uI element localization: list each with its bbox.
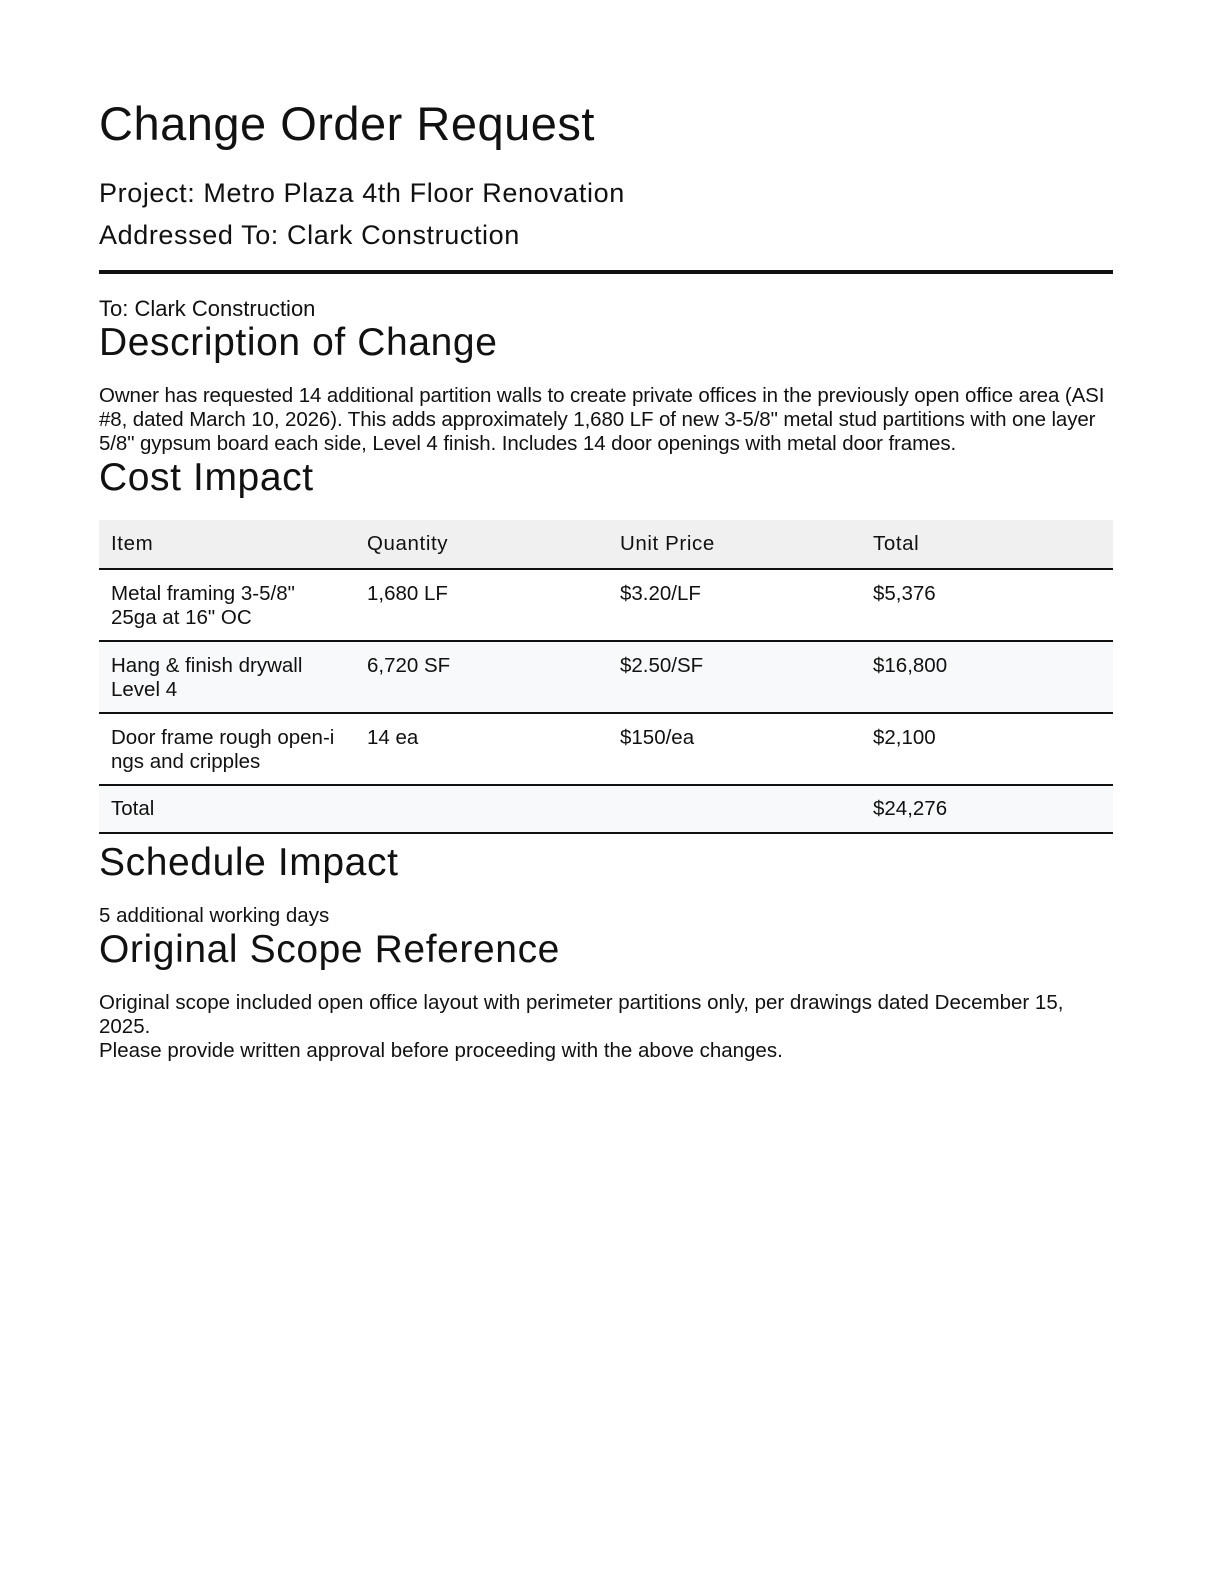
table-total-row bbox=[99, 785, 1113, 833]
cell-quantity: 6,720 SF bbox=[355, 641, 608, 713]
addressed-to-line: Addressed To: Clark Construction bbox=[99, 220, 520, 250]
total-value: $24,276 bbox=[861, 785, 1113, 833]
item-text: Metal framing 3-5/8" 25ga at 16" OC bbox=[111, 582, 295, 629]
total-label: Total bbox=[99, 785, 355, 833]
schedule-impact-text: 5 additional working days bbox=[99, 904, 330, 927]
table-row bbox=[99, 641, 1113, 713]
cell-item bbox=[99, 569, 355, 641]
cell-item bbox=[99, 713, 355, 785]
description-heading: Description of Change bbox=[99, 321, 498, 364]
column-header-total: Total bbox=[861, 520, 1113, 569]
cell-total: $2,100 bbox=[861, 713, 1113, 785]
project-line: Project: Metro Plaza 4th Floor Renovation bbox=[99, 178, 625, 208]
document-title: Change Order Request bbox=[99, 97, 595, 150]
cost-impact-table bbox=[99, 520, 1113, 834]
column-header-quantity: Quantity bbox=[355, 520, 608, 569]
cell-empty bbox=[355, 785, 608, 833]
cell-total: $5,376 bbox=[861, 569, 1113, 641]
table-header-row bbox=[99, 520, 1113, 569]
original-scope-heading: Original Scope Reference bbox=[99, 928, 560, 971]
cell-unit-price: $2.50/SF bbox=[608, 641, 861, 713]
column-header-item: Item bbox=[99, 520, 355, 569]
cell-quantity: 1,680 LF bbox=[355, 569, 608, 641]
cell-item bbox=[99, 641, 355, 713]
cell-quantity: 14 ea bbox=[355, 713, 608, 785]
table-row bbox=[99, 569, 1113, 641]
original-scope-text: Original scope included open office layout with perimeter partitions only, per drawings dated December 15, 2025. bbox=[99, 991, 1064, 1038]
cell-total: $16,800 bbox=[861, 641, 1113, 713]
schedule-impact-heading: Schedule Impact bbox=[99, 841, 399, 884]
description-text: Owner has requested 14 additional partition walls to create private offices in the previously open office area (ASI #8, dated March 10, 2026). This adds approximately 1,680 LF of new 3-5/8" metal stud partitions with one layer 5/8" gypsum board each side, Level 4 finish. Includes 14 door openings with metal door frames. bbox=[99, 384, 1105, 455]
to-line: To: Clark Construction bbox=[99, 296, 316, 321]
header-divider bbox=[99, 270, 1113, 274]
item-text: Door frame rough open-ings and cripples bbox=[111, 726, 335, 773]
approval-note: Please provide written approval before proceeding with the above changes. bbox=[99, 1039, 783, 1062]
item-text: Hang & finish drywall Level 4 bbox=[111, 654, 303, 701]
cost-impact-heading: Cost Impact bbox=[99, 456, 314, 499]
cell-empty bbox=[608, 785, 861, 833]
cell-unit-price: $150/ea bbox=[608, 713, 861, 785]
column-header-unit-price: Unit Price bbox=[608, 520, 861, 569]
cell-unit-price: $3.20/LF bbox=[608, 569, 861, 641]
table-row bbox=[99, 713, 1113, 785]
